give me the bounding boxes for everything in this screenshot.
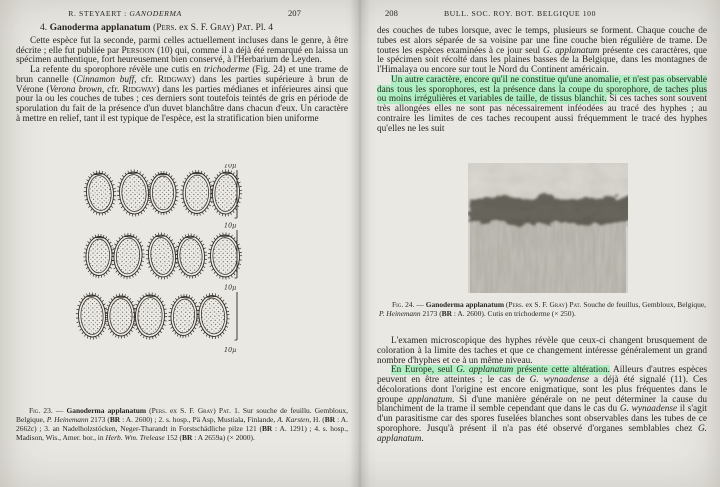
running-head-left: R. STEYAERT : GANODERMA — [68, 9, 182, 18]
paragraph: des couches de tubes lorsque, avec le temps, plusieurs se forment. Chaque couche de tubes est alors séparée de sa voisine par une fine couche bien régulière de trame. De toutes les espèces examinées à ce jour seul G. applanatum présente ces caractères, que le spécimen soit récolté dans les plaines basses de la Belgique, dans les montagnes de l'Himalaya ou encore sur tout le Nord du Continent américain. — [377, 26, 707, 75]
paragraph-highlighted: Un autre caractère, encore qu'il ne constitue qu'une anomalie, et n'est pas observable dans tous les sporophores, est la présence dans la coupe du sporophore, de taches plus ou moins irrégulières et variables de taille, de tissus blanchit. Si ces taches sont souvent très allongées elles ne sont pas nécessairement inféodées au tracé des hyphes ; au contraire les limites de ces taches recoupent aussi fréquemment le tracé des hyphes qu'elles ne les suit — [377, 74, 707, 134]
section-heading: 4. Ganoderma applanatum (Pers. ex S. F. Gray) Pat. Pl. 4 — [40, 22, 274, 33]
paragraph: Cette espèce fut la seconde, parmi celles actuellement incluses dans le genre, à être décrite ; elle fut publiée par Persoon (10) qui, comme il a déjà été remarqué en laissa un spécimen authentique, fort heureusement bien conservé, à l'Herbarium de Leyden. — [16, 35, 348, 66]
svg-text:10µ: 10µ — [224, 221, 237, 230]
svg-text:10µ: 10µ — [224, 346, 237, 354]
running-head-right: BULL. SOC. ROY. BOT. BELGIQUE 100 — [443, 9, 597, 18]
page-right — [360, 0, 720, 487]
page-number-left: 207 — [288, 8, 301, 18]
right-text-block-lower — [377, 337, 707, 444]
left-text-block — [16, 23, 348, 125]
right-text-block-upper — [377, 27, 707, 134]
fig23-spore-drawing — [50, 164, 260, 407]
fig24-caption: Fig. 24. — Ganoderma applanatum (Pers. ex S. F. Gray) Pat. Souche de feuillus, Gembloux, Belgique, P. Heinemann 2173 (BR : A. 2600). Cutis en trichoderme (× 250). — [379, 300, 707, 319]
spore-figure-svg — [50, 164, 260, 402]
paragraph: L'examen microscopique des hyphes révèle que ceux-ci changent brusquement de coloration à la limite des taches et que ce changement intéresse généralement un grand nombre d'hyphes et ce à un même niveau. — [377, 336, 707, 366]
paragraph-highlighted: En Europe, seul G. applanatum présente cette altération. Ailleurs d'autres espèces peuvent en être atteintes ; le cas de G. wynaadense a déjà été signalé (11). Ces décolorations dont l'origine est encore enigmatique, sont les plus fréquentes dans le groupe applanatum. Si d'une manière générale on ne peut déterminer la cause du blanchiment de la trame il semble cependant que dans le cas du G. wynaadense il s'agit d'un parasitisme car des spores fuselées blanches sont observables dans les tubes de ce sporophore. Jusqu'à présent il n'a pas été observé d'organes semblables chez G. applanatum. — [377, 365, 707, 444]
micrograph-svg — [468, 163, 628, 293]
paragraph: La refente du sporophore révèle une cutis en trichoderme (Fig. 24) et une trame de brun cannelle (Cinnamon buff, cfr. Ridgway) dans les parties supérieure à brun de Vérone (Verona brown, cfr. Ridgway) dans les parties médianes et inférieures ainsi que pour la ou les couches de tubes ; ces derniers sont toutefois teintés de gris en période de sporulation du fait de la présence d'un duvet blanchâtre dans chacun d'eux. Un caractère à mettre en relief, tant il est typique de l'espèce, est la stratification bien uniforme — [16, 65, 349, 124]
svg-text:10µ: 10µ — [224, 164, 237, 170]
fig23-caption: Fig. 23. — Ganoderma applanatum (Pers. ex S. F. Gray) Pat. 1. Sur souche de feuillu. Gembloux, Belgique, P. Heinemann 2173 (BR : A. 2600) ; 2. s. hosp., Pä Asp, Mustiala, Finlande, A. Karsten, H. (BR : A. 2662c) ; 3. an Nadelholzstöcken, Neger-Tharandt in Forstschädliche pilze 121 (BR : A. 1291) ; 4. s. hosp., Madison, Wis., Amer. bor., in Herb. Wm. Trelease 152 (BR : A 2659a) (× 2000). — [16, 406, 348, 443]
fig24-micrograph — [468, 163, 628, 298]
svg-text:10µ: 10µ — [224, 283, 237, 292]
page-number-right: 208 — [385, 8, 398, 18]
